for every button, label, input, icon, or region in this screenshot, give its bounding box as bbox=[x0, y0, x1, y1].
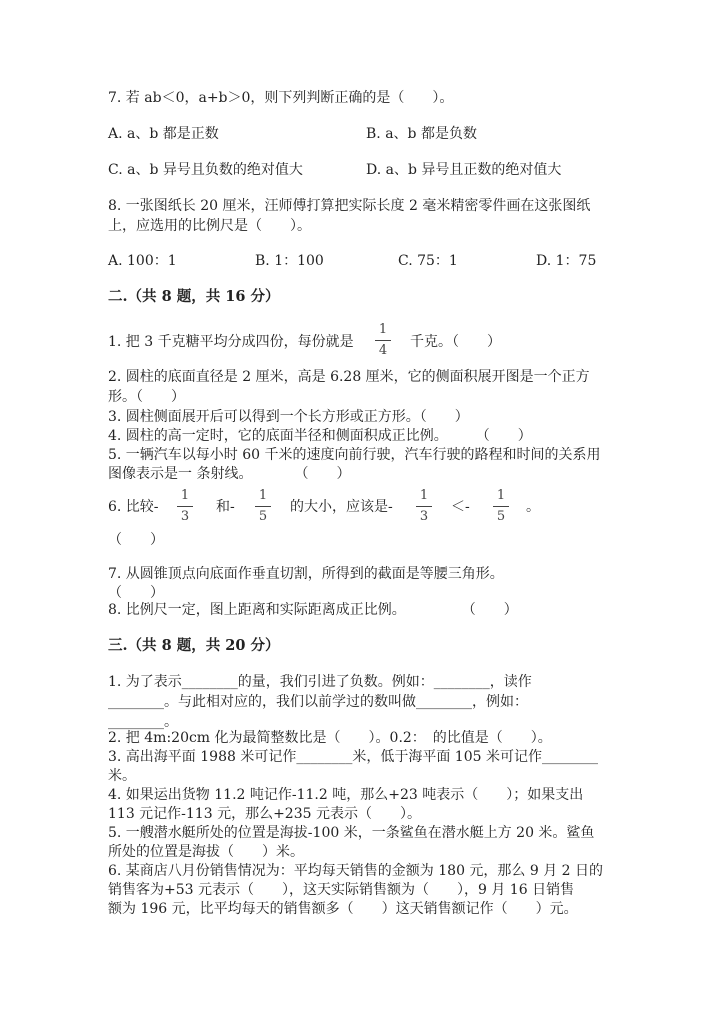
fraction-bar bbox=[177, 506, 193, 507]
q8-option-d[interactable]: D. 1：75 bbox=[536, 253, 597, 269]
s2-q8: 8. 比例尺一定，图上距离和实际距离成正比例。 （ ） bbox=[108, 602, 518, 618]
q8-option-b[interactable]: B. 1：100 bbox=[255, 253, 324, 269]
fraction-bar bbox=[255, 506, 271, 507]
q8-stem-line2: 上，应选用的比例尺是（ ）。 bbox=[108, 218, 311, 234]
s2-q7-line1: 7. 从圆锥顶点向底面作垂直切割，所得到的截面是等腰三角形。 bbox=[108, 566, 504, 582]
s2-q6-part2: 和- bbox=[216, 499, 235, 515]
s2-q7-line2: （ ） bbox=[108, 585, 164, 601]
s2-q6-answer: （ ） bbox=[108, 532, 164, 548]
s2-q5-line1: 5. 一辆汽车以每小时 60 千米的速度向前行驶，汽车行驶的路程和时间的关系用 bbox=[108, 447, 601, 463]
fraction-denominator: 5 bbox=[496, 509, 506, 524]
fraction-numerator: 1 bbox=[419, 488, 429, 503]
s2-q2-line2: 形。（ ） bbox=[108, 389, 185, 405]
s2-q6-part4: ＜- bbox=[451, 499, 470, 515]
s3-q1-line1: 1. 为了表示________的量，我们引进了负数。例如：________，读作 bbox=[108, 674, 532, 690]
fraction-numerator: 1 bbox=[496, 488, 506, 503]
s3-q1-line3: ________。 bbox=[108, 714, 178, 730]
s3-q5-line1: 5. 一艘潜水艇所处的位置是海拔-100 米，一条鲨鱼在潜水艇上方 20 米。鲨鱼 bbox=[108, 825, 595, 841]
s2-q6-part5: 。 bbox=[526, 499, 540, 515]
s3-q4-line1: 4. 如果运出货物 11.2 吨记作-11.2 吨，那么+23 吨表示（ ）；如果支出 bbox=[108, 787, 584, 803]
s3-q2: 2. 把 4m:20cm 化为最简整数比是（ ）。0.2： 的比值是（ ）。 bbox=[108, 730, 552, 746]
s2-q6-fraction-4 bbox=[491, 488, 511, 525]
fraction-denominator: 3 bbox=[419, 509, 429, 524]
q7-option-d[interactable]: D. a、b 异号且正数的绝对值大 bbox=[366, 162, 562, 178]
q7-stem: 7. 若 ab＜0，a+b＞0，则下列判断正确的是（ ）。 bbox=[108, 90, 454, 106]
fraction-bar bbox=[375, 340, 391, 341]
fraction-numerator: 1 bbox=[180, 488, 190, 503]
s2-q6-fraction-3 bbox=[414, 488, 434, 525]
s3-q3-line1: 3. 高出海平面 1988 米可记作________米，低于海平面 105 米可记作________ bbox=[108, 749, 598, 765]
s2-q1-suffix: 千克。（ ） bbox=[410, 334, 501, 350]
q7-option-b[interactable]: B. a、b 都是负数 bbox=[366, 126, 477, 142]
fraction-numerator: 1 bbox=[378, 322, 388, 337]
s2-q1-prefix: 1. 把 3 千克糖平均分成四份，每份就是 bbox=[108, 334, 354, 350]
s2-q3: 3. 圆柱侧面展开后可以得到一个长方形或正方形。（ ） bbox=[108, 409, 469, 425]
q8-option-a[interactable]: A. 100：1 bbox=[108, 253, 177, 269]
section2-heading: 二.（共 8 题，共 16 分） bbox=[108, 288, 280, 305]
s2-q6-part1: 6. 比较- bbox=[108, 499, 159, 515]
q7-option-a[interactable]: A. a、b 都是正数 bbox=[108, 126, 219, 142]
s2-q1-fraction bbox=[373, 322, 393, 359]
fraction-bar bbox=[493, 506, 509, 507]
fraction-denominator: 3 bbox=[180, 509, 190, 524]
s3-q4-line2: 113 元记作-113 元，那么+235 元表示（ ）。 bbox=[108, 806, 421, 822]
s2-q6-fraction-1 bbox=[175, 488, 195, 525]
section3-heading: 三.（共 8 题，共 20 分） bbox=[108, 637, 280, 654]
s3-q1-line2: ________。与此相对应的，我们以前学过的数叫做________，例如： bbox=[108, 694, 528, 710]
s3-q3-line2: 米。 bbox=[108, 768, 136, 784]
s2-q4: 4. 圆柱的高一定时，它的底面半径和侧面积成正比例。 （ ） bbox=[108, 428, 532, 444]
q8-stem-line1: 8. 一张图纸长 20 厘米，汪师傅打算把实际长度 2 毫米精密零件画在这张图纸 bbox=[108, 198, 591, 214]
s2-q6-part3: 的大小，应该是- bbox=[290, 499, 393, 515]
fraction-bar bbox=[416, 506, 432, 507]
s2-q6-fraction-2 bbox=[253, 488, 273, 525]
s3-q6-line1: 6. 某商店八月份销售情况为：平均每天销售的金额为 180 元，那么 9 月 2 日的 bbox=[108, 863, 604, 879]
fraction-numerator: 1 bbox=[258, 488, 268, 503]
s3-q6-line2: 销售客为+53 元表示（ ），这天实际销售额为（ ），9 月 16 日销售 bbox=[108, 882, 575, 898]
q7-option-c[interactable]: C. a、b 异号且负数的绝对值大 bbox=[108, 162, 303, 178]
q8-option-c[interactable]: C. 75：1 bbox=[398, 253, 458, 269]
s2-q5-line2: 图像表示是一 条射线。 （ ） bbox=[108, 466, 351, 482]
fraction-denominator: 4 bbox=[378, 343, 388, 358]
s3-q6-line3: 额为 196 元，比平均每天的销售额多（ ）这天销售额记作（ ）元。 bbox=[108, 901, 578, 917]
fraction-denominator: 5 bbox=[258, 509, 268, 524]
s3-q5-line2: 所处的位置是海拔（ ）米。 bbox=[108, 844, 304, 860]
s2-q2-line1: 2. 圆柱的底面直径是 2 厘米，高是 6.28 厘米，它的侧面积展开图是一个正方 bbox=[108, 369, 590, 385]
